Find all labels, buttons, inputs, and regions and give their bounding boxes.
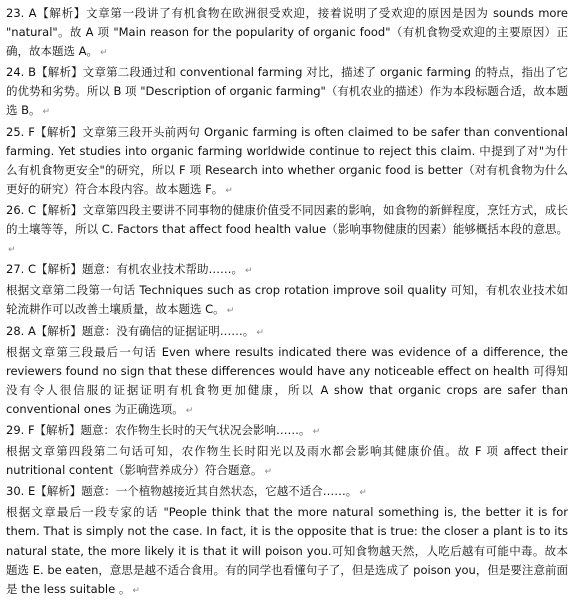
paragraph-mark-icon: ↵ <box>226 306 235 317</box>
paragraph-text: 29. F【解析】题意：农作物生长时的天气状况会影响……。 <box>6 422 311 437</box>
paragraph-text: 24. B【解析】文章第二段通过和 conventional farming 对比，描述了 organic farming 的特点，指出了它的优势和劣势。所以 B 项 "Description of organic farming"（有机农业的描述）作为本段标题合适，故本题选 B。 <box>6 65 568 118</box>
explanation-q30-body <box>6 503 568 600</box>
paragraph-mark-icon: ↵ <box>42 107 51 118</box>
paragraph-mark-icon: ↵ <box>264 467 273 478</box>
paragraph-mark-icon: ↵ <box>8 245 16 256</box>
explanation-q23 <box>6 4 568 63</box>
paragraph-text: 根据文章最后一段专家的话 "People think that the more natural something is, the better it is for them. That is simply not the case. In fact, it is the opposite that is true: the closer a plant is to its natural state, the more likely it is that it will poison you.可知食物越天然，人吃后越有可能中毒。故本题选 E. be eaten，意思是越不适合食用。有的同学也看懂句子了，但是选成了 poison you，但是要注意前面是 the less suitable 。 <box>6 505 568 596</box>
paragraph-mark-icon: ↵ <box>312 426 321 437</box>
paragraph-mark-icon: ↵ <box>100 48 108 59</box>
paragraph-text: 27. C【解析】题意：有机农业技术帮助……。 <box>6 262 243 277</box>
explanation-q30-header <box>6 482 568 503</box>
paragraph-text: 根据文章第四段第二句话可知，农作物生长时阳光以及雨水都会影响其健康价值。故 F 项 affect their nutritional content（影响营养成分）符合题意。 <box>6 444 568 478</box>
explanation-q27-header <box>6 260 568 281</box>
paragraph-text: 25. F【解析】文章第三段开头前两句 Organic farming is often claimed to be safer than conventional farming. Yet studies into organic farming worldwide continue to reject this claim. 中提到了对"为什么有机食物更安全"的研究，所以 F 项 Research into whether organic food is better（对有机食物为什么更好的研究）符合本段内容。故本题选 F。 <box>6 124 568 196</box>
explanation-q27-body <box>6 281 568 321</box>
explanation-q25 <box>6 123 568 201</box>
paragraph-mark-icon: ↵ <box>256 327 264 338</box>
paragraph-text: 26. C【解析】文章第四段主要讲不同事物的健康价值受不同因素的影响，如食物的新鲜程度，烹饪方式，成长的土壤等等，所以 C. Factors that affect food health value（影响事物健康的因素）能够概括本段的意思。 <box>6 202 568 237</box>
paragraph-mark-icon: ↵ <box>185 405 194 416</box>
paragraph-text: 30. E【解析】题意：一个植物越接近其自然状态，它越不适合……。 <box>6 484 358 499</box>
explanation-q28-header <box>6 322 568 343</box>
explanation-q28-body <box>6 343 568 421</box>
paragraph-text: 根据文章第三段最后一句话 Even where results indicated there was evidence of a difference, the reviewers found no sign that these differences would have any noticeable effect on health 可得知没有令人很信服的证据证明有机食物更加健康，所以 A show that organic crops are safer than conventional ones 为正确选项。 <box>6 344 568 416</box>
paragraph-mark-icon: ↵ <box>132 585 140 596</box>
paragraph-text: 根据文章第二段第一句话 Techniques such as crop rotation improve soil quality 可知，有机农业技术如轮流耕作可以改善土壤质量，故本题选 C。 <box>6 283 568 317</box>
explanation-q29-body <box>6 442 568 482</box>
paragraph-text: 28. A【解析】题意：没有确信的证据证明……。 <box>6 323 255 338</box>
explanation-q24 <box>6 63 568 122</box>
paragraph-mark-icon: ↵ <box>225 185 233 196</box>
paragraph-text: 23. A【解析】文章第一段讲了有机食物在欧洲很受欢迎，接着说明了受欢迎的原因是因为 sounds more "natural"。故 A 项 "Main reason for the popularity of organic food"（有机食物受欢迎的主要原因）正确，故本题选 A。 <box>6 6 568 59</box>
explanation-q26 <box>6 201 568 260</box>
paragraph-mark-icon: ↵ <box>244 266 253 277</box>
explanation-q29-header <box>6 421 568 442</box>
paragraph-mark-icon: ↵ <box>359 488 367 499</box>
